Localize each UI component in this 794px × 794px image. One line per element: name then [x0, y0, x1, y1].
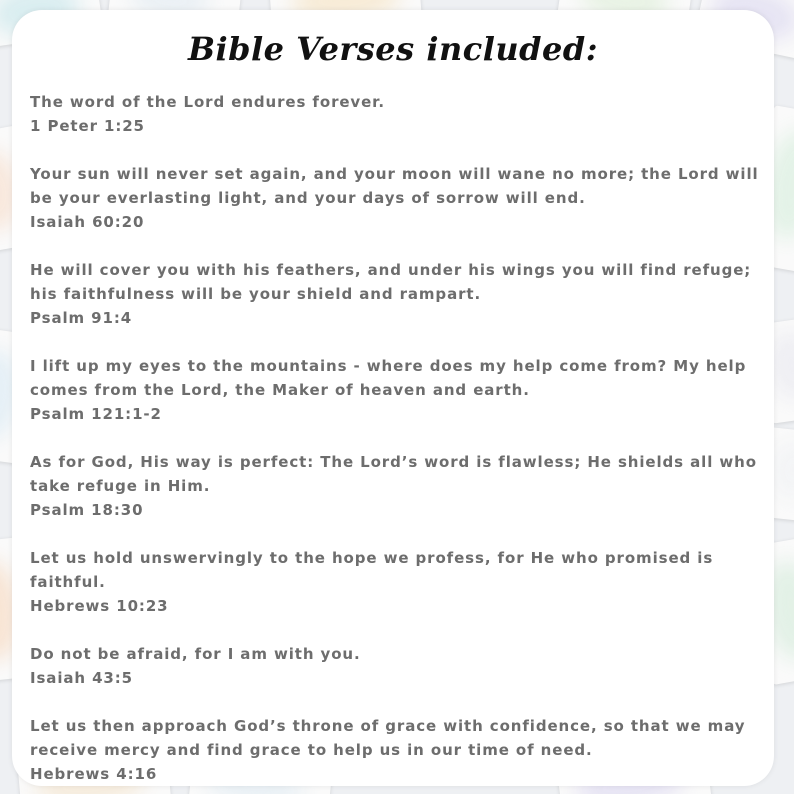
verse-reference: Hebrews 4:16 — [30, 765, 158, 783]
verse-reference: Isaiah 60:20 — [30, 213, 145, 231]
verse-text: I lift up my eyes to the mountains - where does my help come from? My help comes from the Lord, the Maker of heaven and earth. — [30, 357, 747, 399]
verse-reference: Isaiah 43:5 — [30, 669, 134, 687]
verse-item — [30, 642, 770, 690]
verse-text: He will cover you with his feathers, and under his wings you will find refuge; his faithfulness will be your shield and rampart. — [30, 261, 752, 303]
verse-reference: Psalm 121:1-2 — [30, 405, 162, 423]
verse-reference: 1 Peter 1:25 — [30, 117, 145, 135]
verse-item — [30, 162, 770, 234]
verse-text: Do not be afraid, for I am with you. — [30, 645, 361, 663]
verse-item — [30, 450, 770, 522]
verse-text: The word of the Lord endures forever. — [30, 93, 385, 111]
verse-reference: Psalm 18:30 — [30, 501, 144, 519]
verse-reference: Hebrews 10:23 — [30, 597, 169, 615]
verse-reference: Psalm 91:4 — [30, 309, 133, 327]
verses-panel — [12, 10, 774, 786]
verse-text: Let us then approach God’s throne of grace with confidence, so that we may receive mercy and find grace to help us in our time of need. — [30, 717, 746, 759]
verse-text: Let us hold unswervingly to the hope we profess, for He who promised is faithful. — [30, 549, 714, 591]
verse-item — [30, 714, 770, 786]
verses-list — [30, 90, 770, 794]
verse-item — [30, 258, 770, 330]
verse-item — [30, 546, 770, 618]
verse-item — [30, 354, 770, 426]
page-title: Bible Verses included: — [187, 30, 599, 68]
verse-item — [30, 90, 770, 138]
verse-text: Your sun will never set again, and your moon will wane no more; the Lord will be your everlasting light, and your days of sorrow will end. — [30, 165, 759, 207]
verse-text: As for God, His way is perfect: The Lord’s word is flawless; He shields all who take refuge in Him. — [30, 453, 757, 495]
